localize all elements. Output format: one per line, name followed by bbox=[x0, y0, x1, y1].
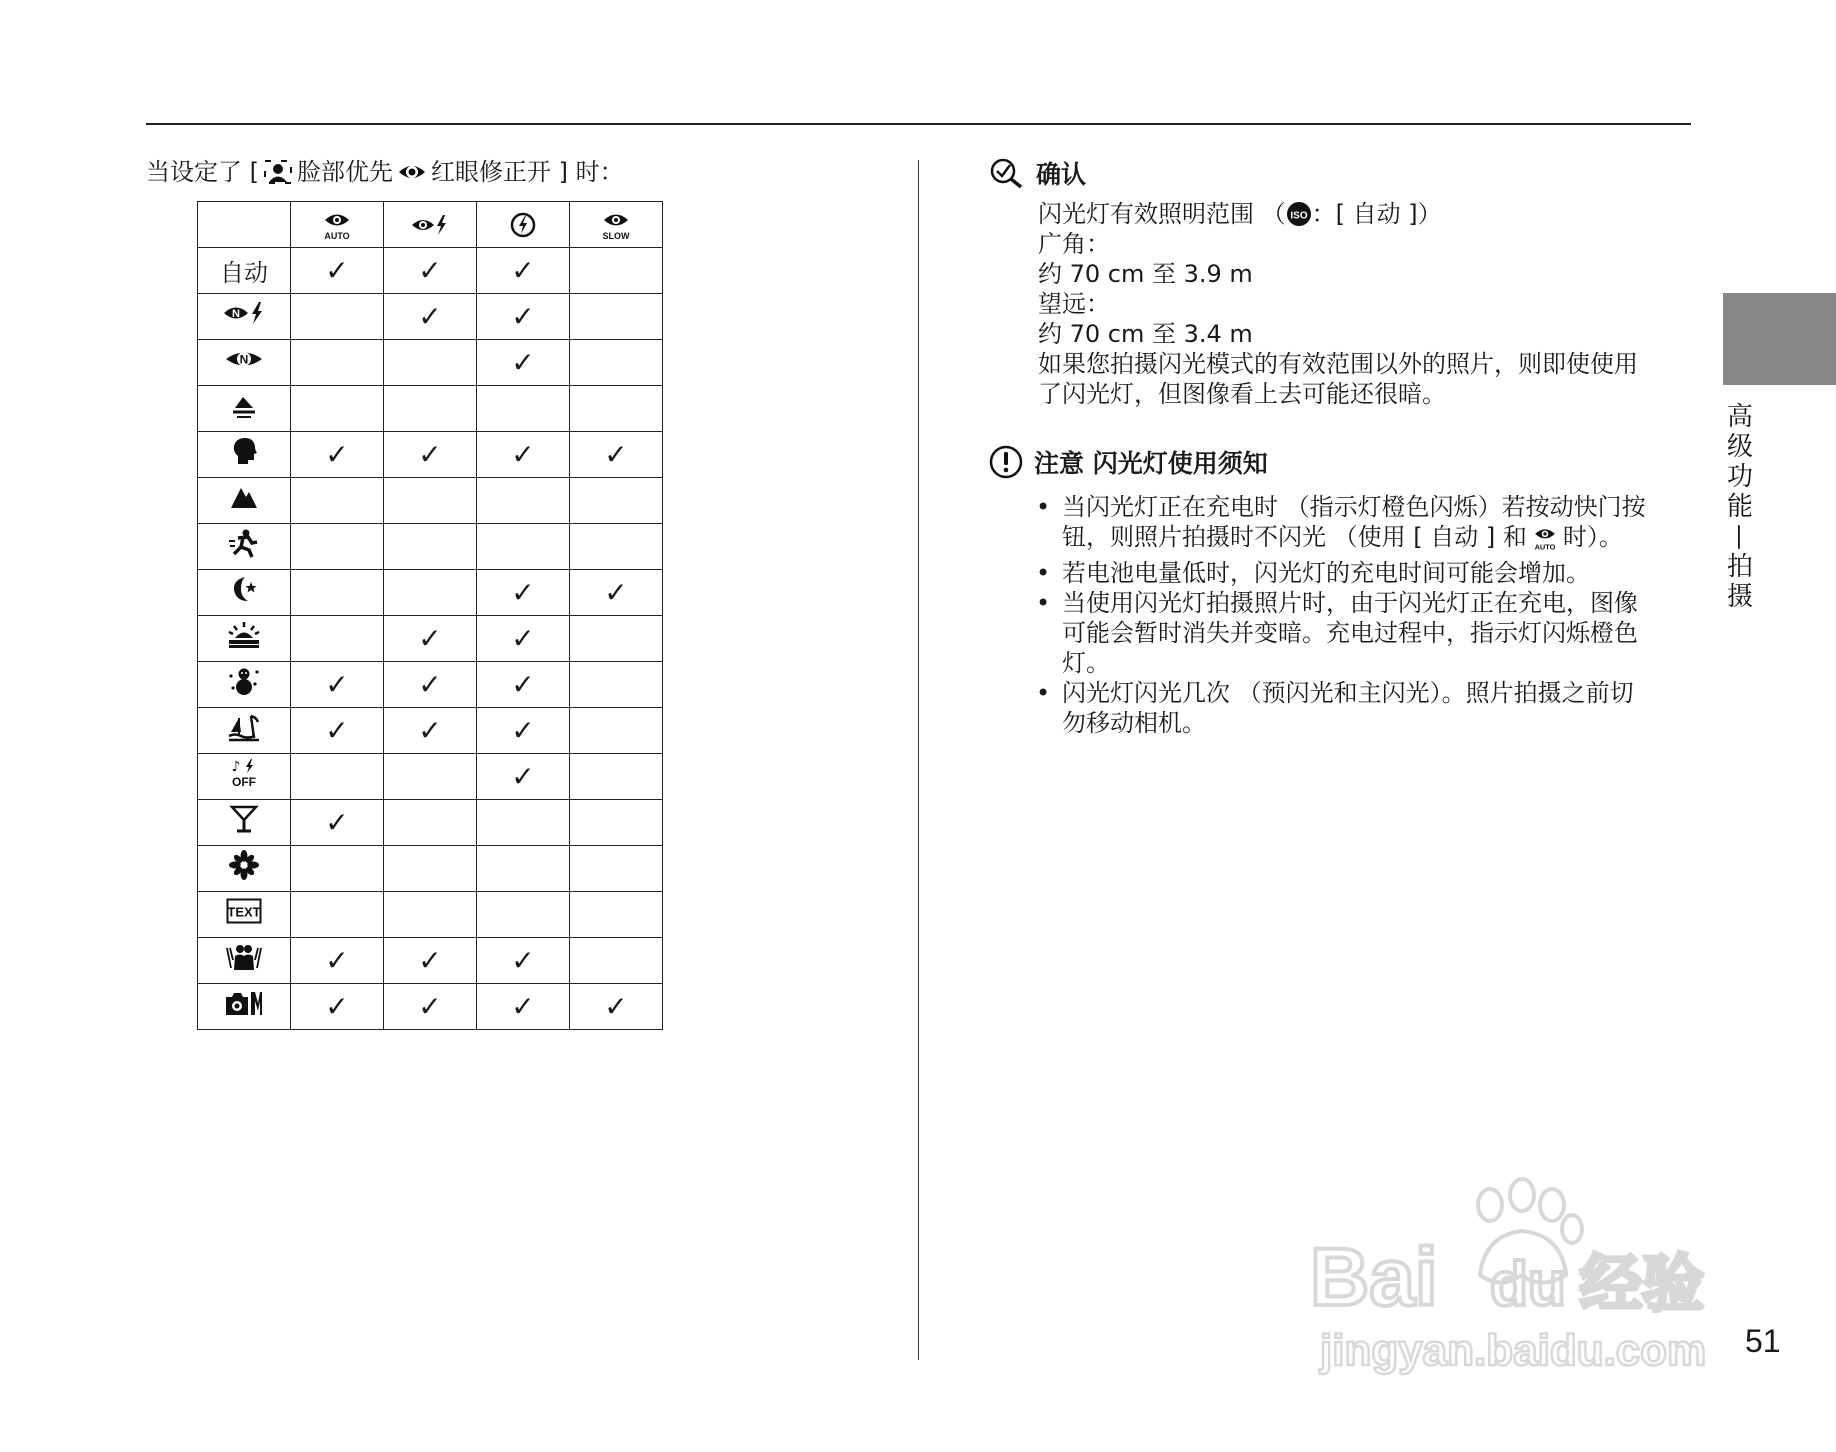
confirm-heading bbox=[988, 155, 1086, 191]
svg-text:OFF: OFF bbox=[232, 775, 256, 788]
party-icon bbox=[229, 804, 259, 841]
check-mark: ✓ bbox=[325, 254, 349, 287]
check-cell bbox=[570, 662, 663, 708]
check-mark: ✓ bbox=[418, 622, 442, 655]
check-mark: ✓ bbox=[511, 438, 535, 471]
table-body bbox=[198, 248, 663, 1030]
mode-cell bbox=[198, 708, 291, 754]
confirm-line-2: 约 70 cm 至 3.9 m bbox=[1038, 260, 1253, 288]
watermark-cn: 经验 bbox=[1580, 1250, 1705, 1319]
check-cell bbox=[477, 248, 570, 294]
manual-icon bbox=[224, 989, 264, 1024]
check-cell bbox=[291, 892, 384, 938]
snow-icon bbox=[227, 666, 261, 703]
mode-cell bbox=[198, 340, 291, 386]
check-cell bbox=[384, 294, 477, 340]
landscape-icon bbox=[229, 484, 259, 517]
svg-text:♪: ♪ bbox=[231, 759, 241, 775]
check-cell bbox=[477, 386, 570, 432]
check-cell bbox=[570, 708, 663, 754]
check-mark: ✓ bbox=[511, 346, 535, 379]
mode-cell bbox=[198, 524, 291, 570]
dual-is-icon bbox=[225, 942, 263, 979]
check-cell bbox=[384, 938, 477, 984]
check-cell bbox=[384, 248, 477, 294]
note-line-tail: 时）。 bbox=[1562, 523, 1623, 551]
note-line-text: 勿移动相机。 bbox=[1062, 709, 1206, 737]
check-cell bbox=[291, 478, 384, 524]
bullet-dot: • bbox=[1036, 679, 1051, 707]
check-mark: ✓ bbox=[511, 714, 535, 747]
check-cell bbox=[570, 386, 663, 432]
check-mark: ✓ bbox=[511, 944, 535, 977]
check-cell bbox=[291, 754, 384, 800]
flash-off-icon bbox=[227, 758, 261, 795]
check-cell bbox=[291, 432, 384, 478]
confirm-line-5: 如果您拍摄闪光模式的有效范围以外的照片，则即使使用 bbox=[1038, 350, 1638, 378]
table-row bbox=[198, 662, 663, 708]
intro-line bbox=[146, 156, 624, 188]
check-cell bbox=[384, 432, 477, 478]
night-icon bbox=[229, 575, 259, 610]
portrait-icon bbox=[229, 436, 259, 473]
table-row bbox=[198, 386, 663, 432]
mode-cell bbox=[198, 800, 291, 846]
note-heading bbox=[988, 444, 1268, 480]
mode-cell bbox=[198, 432, 291, 478]
table-row bbox=[198, 708, 663, 754]
check-cell bbox=[291, 386, 384, 432]
check-cell bbox=[291, 340, 384, 386]
chapter-label-char: 拍 bbox=[1726, 552, 1753, 582]
table-row bbox=[198, 892, 663, 938]
note-list bbox=[1036, 492, 1696, 738]
confirm-line-4: 约 70 cm 至 3.4 m bbox=[1038, 320, 1253, 348]
eye-auto-icon bbox=[1531, 525, 1559, 558]
check-mark: ✓ bbox=[511, 760, 535, 793]
red-eye-icon bbox=[397, 159, 427, 185]
check-cell bbox=[384, 754, 477, 800]
top-rule bbox=[146, 123, 1691, 125]
table-row bbox=[198, 800, 663, 846]
intro-text-2: 脸部优先 bbox=[297, 158, 393, 186]
check-mark: ✓ bbox=[325, 438, 349, 471]
mode-cell bbox=[198, 248, 291, 294]
check-mark: ✓ bbox=[418, 668, 442, 701]
check-cell bbox=[570, 616, 663, 662]
check-cell bbox=[477, 984, 570, 1030]
check-mark: ✓ bbox=[325, 806, 349, 839]
note-line bbox=[1062, 558, 1696, 588]
header-empty-cell bbox=[198, 202, 291, 248]
check-mark: ✓ bbox=[511, 576, 535, 609]
sunset-icon bbox=[227, 621, 261, 656]
chapter-label-char: 摄 bbox=[1726, 582, 1753, 612]
check-cell bbox=[570, 432, 663, 478]
sport-icon bbox=[228, 528, 260, 565]
face-detection-icon bbox=[263, 159, 293, 185]
mode-cell bbox=[198, 616, 291, 662]
check-cell bbox=[477, 616, 570, 662]
check-mark: ✓ bbox=[511, 300, 535, 333]
confirm-title: 确认 bbox=[1036, 160, 1087, 189]
note-title: 注意 闪光灯使用须知 bbox=[1034, 449, 1268, 478]
check-cell bbox=[570, 570, 663, 616]
check-cell bbox=[477, 938, 570, 984]
note-line-text: 可能会暂时消失并变暗。充电过程中，指示灯闪烁橙色 bbox=[1062, 619, 1638, 647]
check-cell bbox=[570, 800, 663, 846]
anti-blur-icon bbox=[229, 391, 259, 426]
watermark-url: jingyan.baidu.com bbox=[1320, 1326, 1707, 1375]
confirm-line-0: 闪光灯有效照明范围 （ bbox=[1038, 200, 1286, 228]
svg-text:N: N bbox=[232, 308, 240, 320]
flash-compat-table bbox=[197, 201, 663, 1030]
chapter-label-char: 功 bbox=[1726, 462, 1753, 492]
table-row bbox=[198, 432, 663, 478]
table-row bbox=[198, 846, 663, 892]
eye-flash-icon bbox=[410, 213, 450, 237]
mode-cell bbox=[198, 662, 291, 708]
check-mark: ✓ bbox=[511, 990, 535, 1023]
check-mark: ✓ bbox=[604, 576, 628, 609]
mode-cell bbox=[198, 846, 291, 892]
bullet-dot: • bbox=[1036, 493, 1051, 521]
note-line bbox=[1062, 588, 1696, 618]
check-cell bbox=[477, 478, 570, 524]
check-cell bbox=[570, 294, 663, 340]
mode-cell bbox=[198, 386, 291, 432]
note-line bbox=[1062, 648, 1696, 678]
check-cell bbox=[384, 708, 477, 754]
bullet-dot: • bbox=[1036, 589, 1051, 617]
check-cell bbox=[477, 708, 570, 754]
check-cell bbox=[570, 340, 663, 386]
table-row bbox=[198, 754, 663, 800]
eye-slow-icon bbox=[599, 210, 633, 240]
check-mark: ✓ bbox=[325, 714, 349, 747]
note-line-text: 若电池电量低时，闪光灯的充电时间可能会增加。 bbox=[1062, 559, 1590, 587]
watermark-brand2: du bbox=[1490, 1250, 1566, 1319]
beach-icon bbox=[227, 712, 261, 749]
natural-light-flash-icon bbox=[222, 300, 266, 333]
table-row bbox=[198, 248, 663, 294]
note-line-text: 灯。 bbox=[1062, 649, 1110, 677]
check-cell bbox=[477, 754, 570, 800]
note-line-text: 当使用闪光灯拍摄照片时，由于闪光灯正在充电，图像 bbox=[1062, 589, 1638, 617]
confirm-range-suffix: ：[ 自动 ]） bbox=[1311, 200, 1442, 228]
check-cell bbox=[384, 984, 477, 1030]
check-cell bbox=[570, 524, 663, 570]
table-row bbox=[198, 340, 663, 386]
check-cell bbox=[570, 846, 663, 892]
confirm-range-line bbox=[1038, 199, 1442, 230]
check-cell bbox=[477, 570, 570, 616]
check-mark: ✓ bbox=[418, 990, 442, 1023]
note-line bbox=[1062, 678, 1696, 708]
check-mark: ✓ bbox=[604, 438, 628, 471]
mode-cell bbox=[198, 754, 291, 800]
table-row bbox=[198, 478, 663, 524]
chapter-label bbox=[1722, 402, 1758, 612]
check-cell bbox=[291, 800, 384, 846]
confirm-line-6: 了闪光灯，但图像看上去可能还很暗。 bbox=[1038, 380, 1446, 408]
watermark-brand: Bai bbox=[1310, 1232, 1438, 1323]
check-mark: ✓ bbox=[511, 254, 535, 287]
check-cell bbox=[384, 800, 477, 846]
check-mark: ✓ bbox=[418, 300, 442, 333]
note-line bbox=[1062, 522, 1696, 558]
table-header-row bbox=[198, 202, 663, 248]
note-item bbox=[1036, 492, 1696, 558]
table-row bbox=[198, 524, 663, 570]
svg-text:SLOW: SLOW bbox=[602, 230, 630, 240]
table-row bbox=[198, 294, 663, 340]
check-mark: ✓ bbox=[325, 990, 349, 1023]
check-cell bbox=[384, 846, 477, 892]
check-cell bbox=[291, 294, 384, 340]
note-line-text: 当闪光灯正在充电时 （指示灯橙色闪烁）若按动快门按 bbox=[1062, 493, 1646, 521]
check-mark: ✓ bbox=[418, 438, 442, 471]
chapter-label-char: 级 bbox=[1726, 432, 1753, 462]
note-item bbox=[1036, 558, 1696, 588]
check-mark: ✓ bbox=[418, 254, 442, 287]
header-eye-auto bbox=[291, 202, 384, 248]
check-cell bbox=[477, 294, 570, 340]
check-mark: ✓ bbox=[325, 944, 349, 977]
check-cell bbox=[291, 248, 384, 294]
check-mark: ✓ bbox=[418, 944, 442, 977]
chapter-tab bbox=[1723, 293, 1836, 385]
paw-icon bbox=[1478, 1179, 1582, 1283]
mode-cell bbox=[198, 478, 291, 524]
check-cell bbox=[384, 478, 477, 524]
chapter-label-char: 高 bbox=[1726, 402, 1753, 432]
mode-label: 自动 bbox=[220, 259, 268, 287]
check-cell bbox=[384, 570, 477, 616]
check-cell bbox=[477, 800, 570, 846]
table-row bbox=[198, 938, 663, 984]
magnifier-check-icon bbox=[988, 157, 1026, 189]
table-row bbox=[198, 616, 663, 662]
forced-flash-icon bbox=[509, 211, 537, 239]
note-line bbox=[1062, 618, 1696, 648]
note-item bbox=[1036, 588, 1696, 678]
svg-text:N: N bbox=[239, 352, 249, 367]
check-cell bbox=[384, 340, 477, 386]
baidu-watermark bbox=[1300, 1165, 1740, 1385]
column-divider bbox=[918, 160, 919, 1360]
header-eye-slow bbox=[570, 202, 663, 248]
text-icon bbox=[226, 898, 262, 931]
check-cell bbox=[291, 708, 384, 754]
svg-text:ISO: ISO bbox=[1290, 210, 1308, 222]
mode-cell bbox=[198, 892, 291, 938]
note-line-text: 钮，则照片拍摄时不闪光 （使用 [ 自动 ] 和 bbox=[1062, 523, 1527, 551]
check-mark: ✓ bbox=[604, 990, 628, 1023]
check-cell bbox=[477, 524, 570, 570]
check-cell bbox=[291, 524, 384, 570]
check-cell bbox=[291, 984, 384, 1030]
note-line bbox=[1062, 492, 1696, 522]
check-cell bbox=[570, 478, 663, 524]
check-cell bbox=[570, 984, 663, 1030]
note-line bbox=[1062, 708, 1696, 738]
check-cell bbox=[384, 386, 477, 432]
check-cell bbox=[477, 662, 570, 708]
check-cell bbox=[384, 892, 477, 938]
check-cell bbox=[570, 892, 663, 938]
mode-cell bbox=[198, 570, 291, 616]
mode-cell bbox=[198, 938, 291, 984]
note-item bbox=[1036, 678, 1696, 738]
page-number: 51 bbox=[1745, 1323, 1781, 1359]
flower-icon bbox=[229, 850, 259, 887]
header-eye-flash bbox=[384, 202, 477, 248]
check-cell bbox=[291, 938, 384, 984]
check-cell bbox=[291, 662, 384, 708]
check-mark: ✓ bbox=[511, 622, 535, 655]
bullet-dot: • bbox=[1036, 559, 1051, 587]
eye-auto-icon bbox=[320, 210, 354, 240]
mode-cell bbox=[198, 294, 291, 340]
check-cell bbox=[291, 570, 384, 616]
check-cell bbox=[570, 248, 663, 294]
table-row bbox=[198, 984, 663, 1030]
svg-text:AUTO: AUTO bbox=[324, 230, 350, 240]
check-cell bbox=[477, 340, 570, 386]
confirm-line-3: 望远： bbox=[1038, 290, 1110, 318]
chapter-label-char: 能 bbox=[1726, 492, 1753, 522]
check-cell bbox=[291, 846, 384, 892]
svg-text:AUTO: AUTO bbox=[1534, 542, 1556, 551]
mode-cell bbox=[198, 984, 291, 1030]
svg-text:TEXT: TEXT bbox=[227, 904, 261, 920]
iso-icon bbox=[1286, 201, 1312, 227]
check-cell bbox=[384, 662, 477, 708]
check-cell bbox=[477, 432, 570, 478]
confirm-line-1: 广角： bbox=[1038, 230, 1110, 258]
note-line-text: 闪光灯闪光几次 （预闪光和主闪光）。照片拍摄之前切 bbox=[1062, 679, 1634, 707]
chapter-label-char: — bbox=[1725, 524, 1755, 550]
check-cell bbox=[384, 524, 477, 570]
table-row bbox=[198, 570, 663, 616]
check-cell bbox=[477, 846, 570, 892]
check-cell bbox=[570, 938, 663, 984]
check-cell bbox=[384, 616, 477, 662]
check-cell bbox=[291, 616, 384, 662]
header-forced-flash bbox=[477, 202, 570, 248]
caution-icon bbox=[988, 444, 1024, 480]
natural-light-icon bbox=[224, 346, 264, 379]
check-mark: ✓ bbox=[418, 714, 442, 747]
check-mark: ✓ bbox=[511, 668, 535, 701]
check-cell bbox=[477, 892, 570, 938]
intro-text-3: 红眼修正开 ] 时： bbox=[431, 158, 624, 186]
intro-text-1: 当设定了 [ bbox=[146, 158, 259, 186]
check-mark: ✓ bbox=[325, 668, 349, 701]
check-cell bbox=[570, 754, 663, 800]
